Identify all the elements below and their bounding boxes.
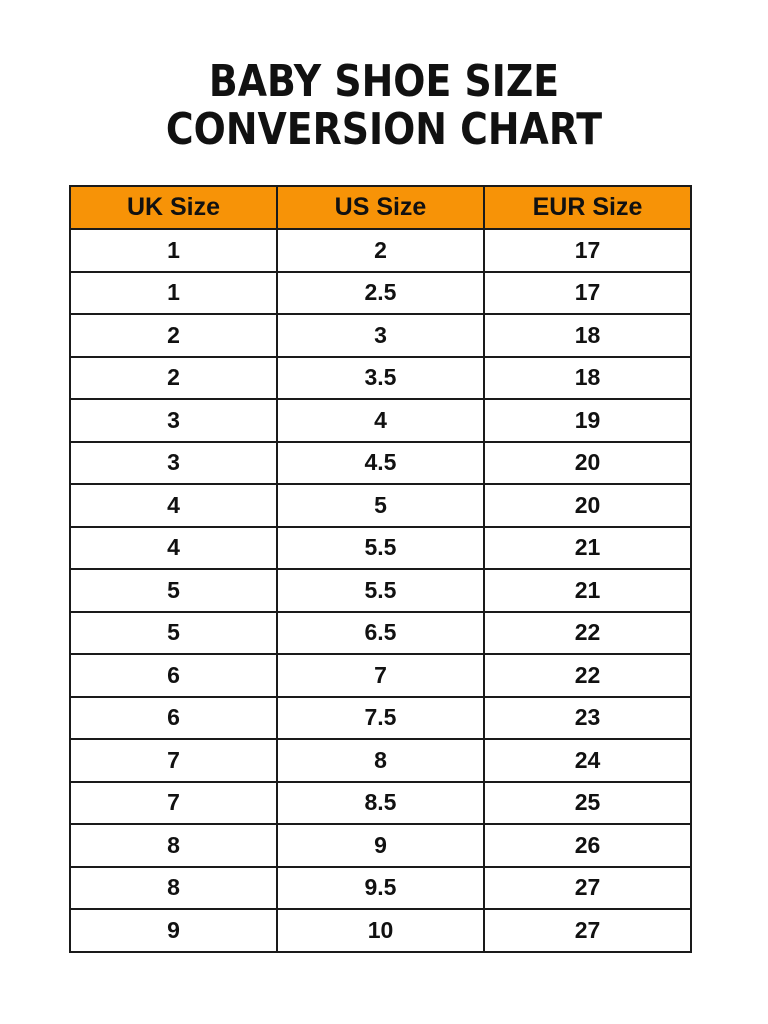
table-row — [70, 442, 691, 485]
eur-size-cell: 22 — [484, 612, 691, 655]
eur-size-cell: 20 — [484, 484, 691, 527]
table-row — [70, 527, 691, 570]
us-size-cell: 8.5 — [277, 782, 484, 825]
table-row — [70, 484, 691, 527]
us-size-cell: 2.5 — [277, 272, 484, 315]
table-row — [70, 272, 691, 315]
us-size-cell: 9 — [277, 824, 484, 867]
us-size-cell: 3.5 — [277, 357, 484, 400]
us-size-cell: 8 — [277, 739, 484, 782]
header-us-size: US Size — [277, 186, 484, 229]
uk-size-cell: 1 — [70, 272, 277, 315]
eur-size-cell: 23 — [484, 697, 691, 740]
uk-size-cell: 9 — [70, 909, 277, 952]
header-uk-size: UK Size — [70, 186, 277, 229]
table-row — [70, 739, 691, 782]
table-row — [70, 697, 691, 740]
us-size-cell: 4.5 — [277, 442, 484, 485]
table-row — [70, 824, 691, 867]
eur-size-cell: 21 — [484, 569, 691, 612]
uk-size-cell: 3 — [70, 442, 277, 485]
uk-size-cell: 2 — [70, 314, 277, 357]
uk-size-cell: 1 — [70, 229, 277, 272]
table-row — [70, 612, 691, 655]
us-size-cell: 7 — [277, 654, 484, 697]
us-size-cell: 5.5 — [277, 569, 484, 612]
us-size-cell: 5.5 — [277, 527, 484, 570]
eur-size-cell: 26 — [484, 824, 691, 867]
table-row — [70, 909, 691, 952]
eur-size-cell: 27 — [484, 867, 691, 910]
table-row — [70, 569, 691, 612]
size-conversion-table — [69, 185, 692, 953]
uk-size-cell: 4 — [70, 527, 277, 570]
table-row — [70, 654, 691, 697]
eur-size-cell: 19 — [484, 399, 691, 442]
eur-size-cell: 17 — [484, 229, 691, 272]
eur-size-cell: 22 — [484, 654, 691, 697]
us-size-cell: 6.5 — [277, 612, 484, 655]
us-size-cell: 9.5 — [277, 867, 484, 910]
header-row — [70, 186, 691, 229]
table-header — [70, 186, 691, 229]
table-row — [70, 357, 691, 400]
header-eur-size: EUR Size — [484, 186, 691, 229]
eur-size-cell: 17 — [484, 272, 691, 315]
uk-size-cell: 7 — [70, 782, 277, 825]
eur-size-cell: 27 — [484, 909, 691, 952]
uk-size-cell: 3 — [70, 399, 277, 442]
us-size-cell: 4 — [277, 399, 484, 442]
us-size-cell: 3 — [277, 314, 484, 357]
uk-size-cell: 7 — [70, 739, 277, 782]
title-line-2: CONVERSION CHART — [165, 104, 603, 155]
uk-size-cell: 6 — [70, 697, 277, 740]
us-size-cell: 5 — [277, 484, 484, 527]
table-row — [70, 867, 691, 910]
us-size-cell: 7.5 — [277, 697, 484, 740]
uk-size-cell: 5 — [70, 612, 277, 655]
eur-size-cell: 18 — [484, 314, 691, 357]
uk-size-cell: 2 — [70, 357, 277, 400]
table-row — [70, 782, 691, 825]
us-size-cell: 2 — [277, 229, 484, 272]
page-title — [54, 58, 714, 154]
uk-size-cell: 4 — [70, 484, 277, 527]
eur-size-cell: 21 — [484, 527, 691, 570]
table-row — [70, 399, 691, 442]
uk-size-cell: 8 — [70, 867, 277, 910]
uk-size-cell: 5 — [70, 569, 277, 612]
table-row — [70, 314, 691, 357]
table-body — [70, 229, 691, 952]
eur-size-cell: 25 — [484, 782, 691, 825]
table-row — [70, 229, 691, 272]
eur-size-cell: 18 — [484, 357, 691, 400]
us-size-cell: 10 — [277, 909, 484, 952]
uk-size-cell: 8 — [70, 824, 277, 867]
eur-size-cell: 20 — [484, 442, 691, 485]
eur-size-cell: 24 — [484, 739, 691, 782]
title-line-1: BABY SHOE SIZE — [208, 56, 560, 107]
uk-size-cell: 6 — [70, 654, 277, 697]
